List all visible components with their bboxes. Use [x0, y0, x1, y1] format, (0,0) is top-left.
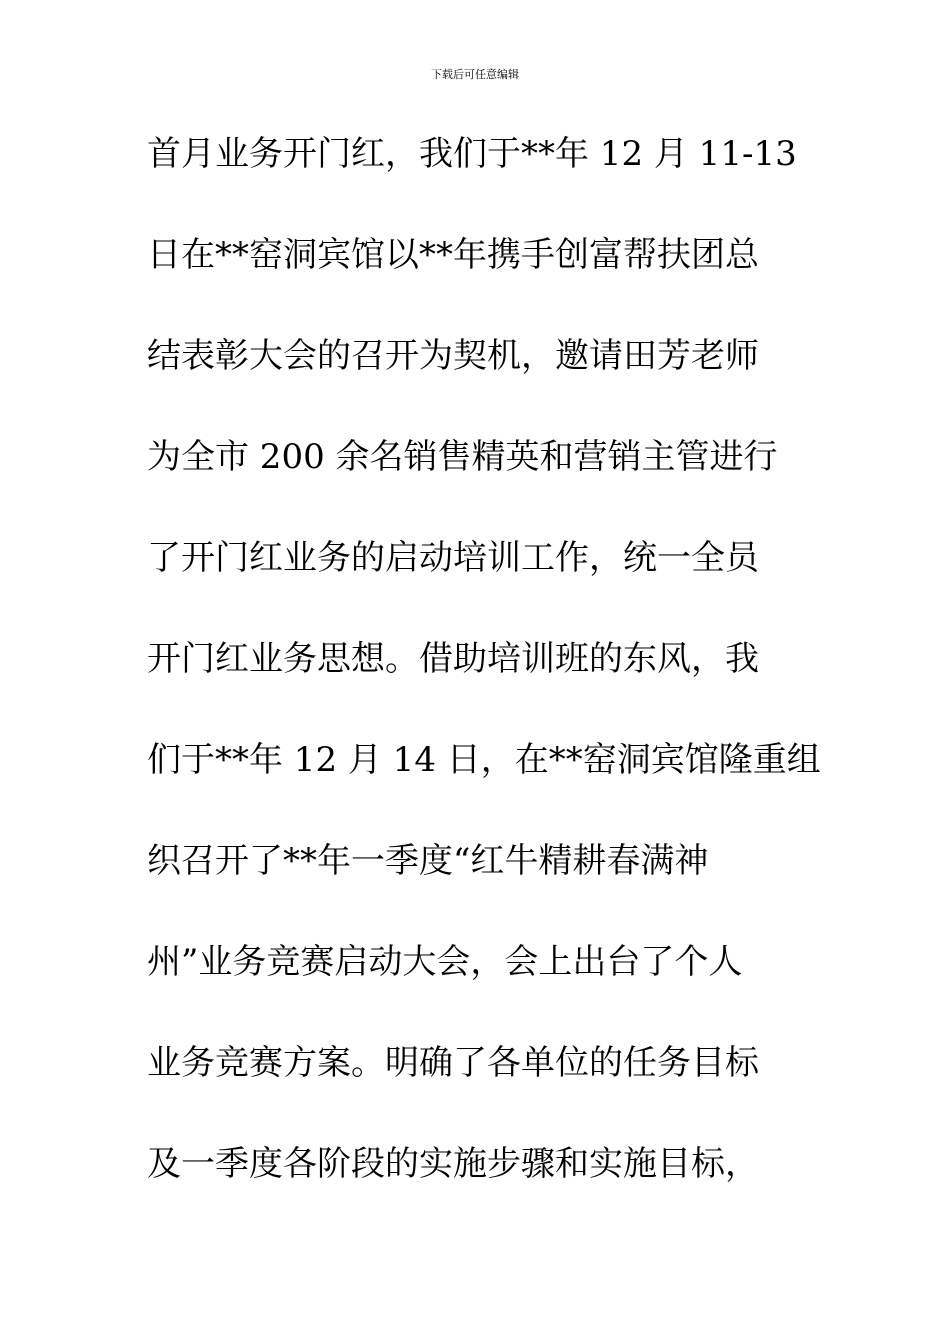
body-text-line: 首月业务开门红，我们于**年 12 月 11-13: [147, 134, 797, 174]
body-text-line: 州”业务竞赛启动大会，会上出台了个人: [147, 942, 743, 982]
body-text-line: 日在**窑洞宾馆以**年携手创富帮扶团总: [147, 235, 759, 275]
body-text-line: 为全市 200 余名销售精英和营销主管进行: [147, 437, 778, 477]
body-text-line: 织召开了**年一季度“红牛精耕春满神: [147, 841, 709, 881]
page-header-note: 下载后可任意编辑: [431, 68, 519, 81]
document-body: [147, 124, 827, 1235]
body-text-line: 们于**年 12 月 14 日，在**窑洞宾馆隆重组: [147, 740, 821, 780]
body-text-line: 结表彰大会的召开为契机，邀请田芳老师: [147, 336, 759, 376]
body-text-line: 了开门红业务的启动培训工作，统一全员: [147, 538, 759, 578]
body-text-line: 及一季度各阶段的实施步骤和实施目标，: [147, 1144, 759, 1184]
body-text-line: 开门红业务思想。借助培训班的东风，我: [147, 639, 759, 679]
body-text-line: 业务竞赛方案。明确了各单位的任务目标: [147, 1043, 759, 1083]
